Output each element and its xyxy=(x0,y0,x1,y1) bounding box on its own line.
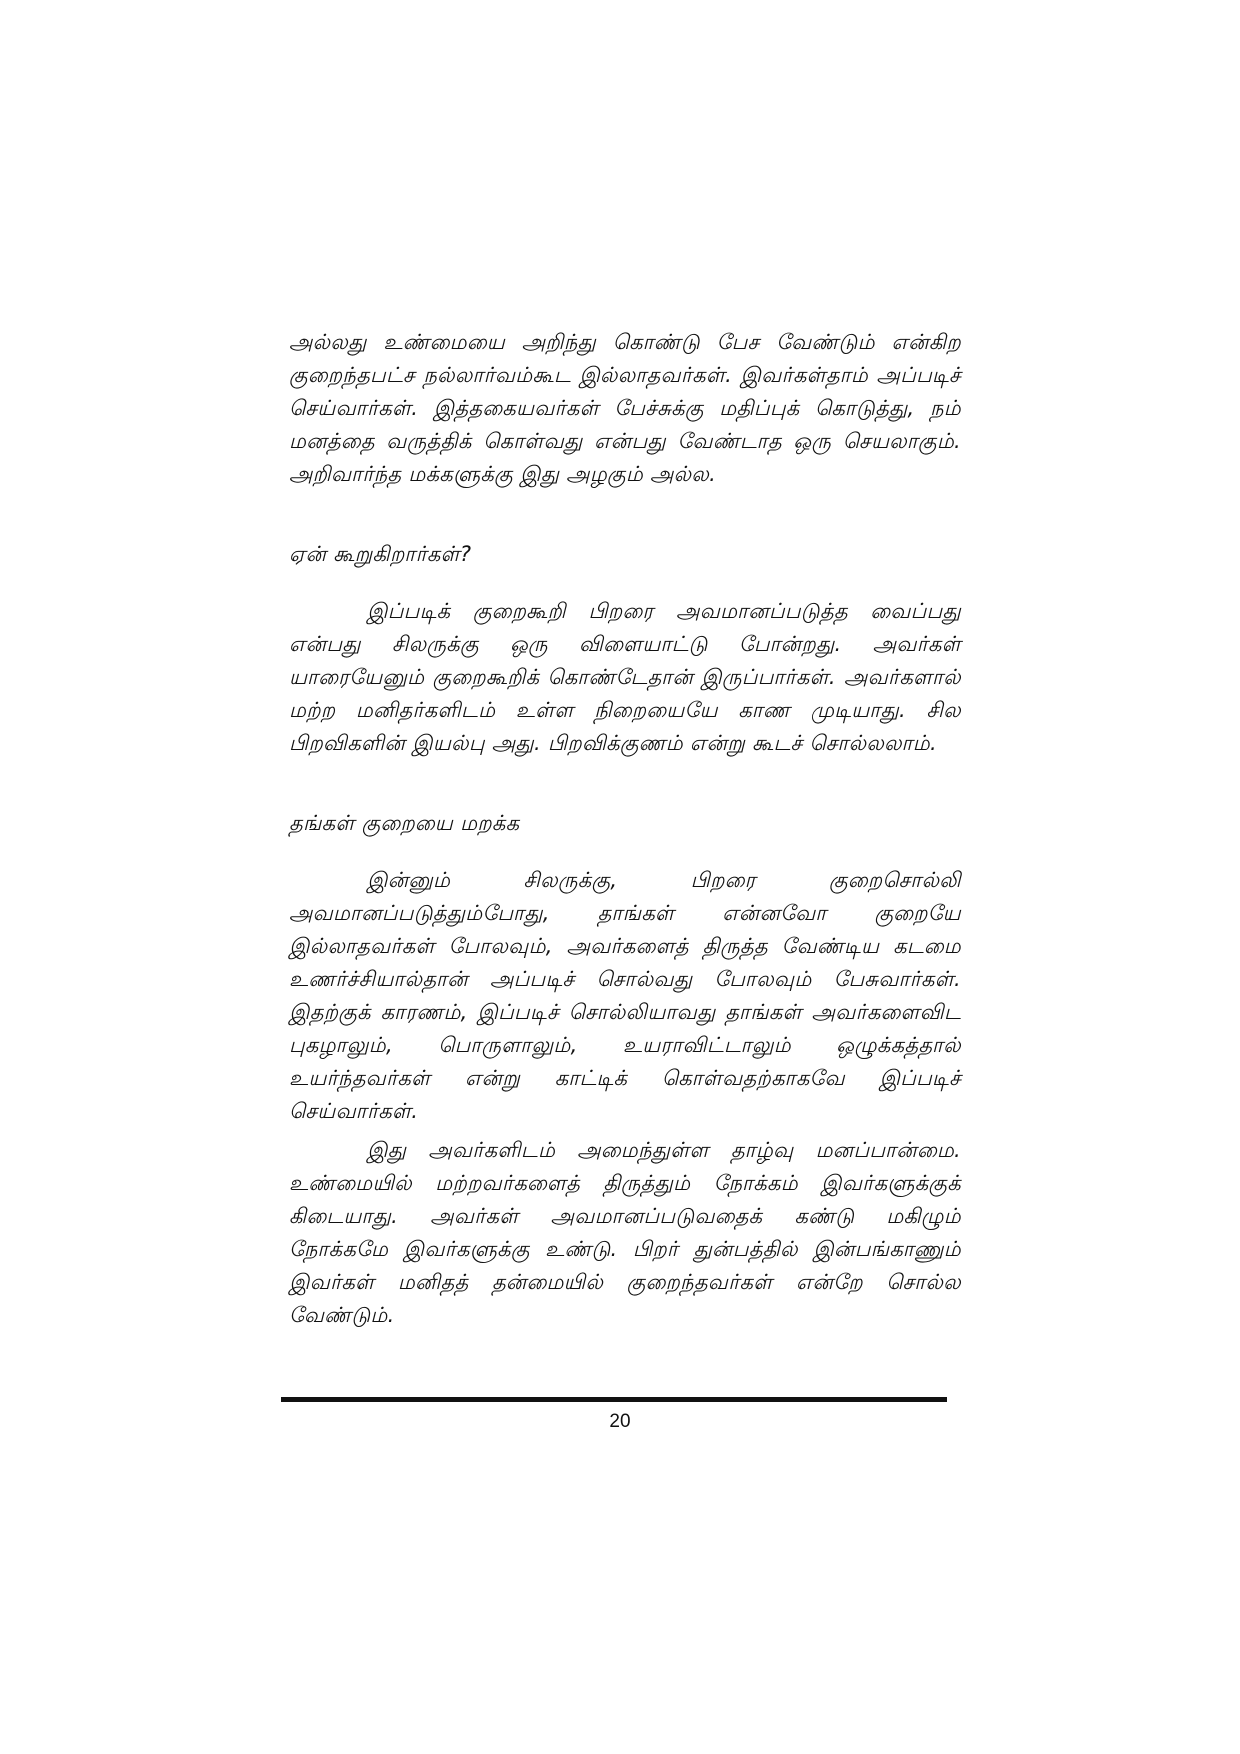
paragraph-3: இன்னும் சிலருக்கு, பிறரை குறைசொல்லி அவமானப்படுத்தும்போது, தாங்கள் என்னவோ குறையே இல்லாதவர்கள் போலவும், அவர்களைத் திருத்த வேண்டிய கடமை உணர்ச்சியால்தான் அப்படிச் சொல்வது போலவும் பேசுவார்கள். இதற்குக் காரணம், இப்படிச் சொல்லியாவது தாங்கள் அவர்களைவிட புகழாலும், பொருளாலும், உயராவிட்டாலும் ஒழுக்கத்தால் உயர்ந்தவர்கள் என்று காட்டிக் கொள்வதற்காகவே இப்படிச் செய்வார்கள். xyxy=(289,868,961,1123)
page-number: 20 xyxy=(609,1411,631,1432)
section-heading-forget: தங்கள் குறையை மறக்க xyxy=(289,811,520,835)
paragraph-2: இப்படிக் குறைகூறி பிறரை அவமானப்படுத்த வைப்பது என்பது சிலருக்கு ஒரு விளையாட்டு போன்றது. அவர்கள் யாரையேனும் குறைகூறிக் கொண்டேதான் இருப்பார்கள். அவர்களால் மற்ற மனிதர்களிடம் உள்ள நிறையையே காண முடியாது. சில பிறவிகளின் இயல்பு அது. பிறவிக்குணம் என்று கூடச் சொல்லலாம். xyxy=(289,599,961,755)
section-heading-why: ஏன் கூறுகிறார்கள்? xyxy=(289,542,472,566)
paragraph-1: அல்லது உண்மையை அறிந்து கொண்டு பேச வேண்டும் என்கிற குறைந்தபட்ச நல்லார்வம்கூட இல்லாதவர்கள். இவர்கள்தாம் அப்படிச் செய்வார்கள். இத்தகையவர்கள் பேச்சுக்கு மதிப்புக் கொடுத்து, நம் மனத்தை வருத்திக் கொள்வது என்பது வேண்டாத ஒரு செயலாகும். அறிவார்ந்த மக்களுக்கு இது அழகும் அல்ல. xyxy=(289,330,961,486)
footer-divider xyxy=(281,1397,947,1402)
paragraph-4: இது அவர்களிடம் அமைந்துள்ள தாழ்வு மனப்பான்மை. உண்மையில் மற்றவர்களைத் திருத்தும் நோக்கம் இவர்களுக்குக் கிடையாது. அவர்கள் அவமானப்படுவதைக் கண்டு மகிழும் நோக்கமே இவர்களுக்கு உண்டு. பிறர் துன்பத்தில் இன்பங்காணும் இவர்கள் மனிதத் தன்மையில் குறைந்தவர்கள் என்றே சொல்ல வேண்டும். xyxy=(289,1138,961,1327)
